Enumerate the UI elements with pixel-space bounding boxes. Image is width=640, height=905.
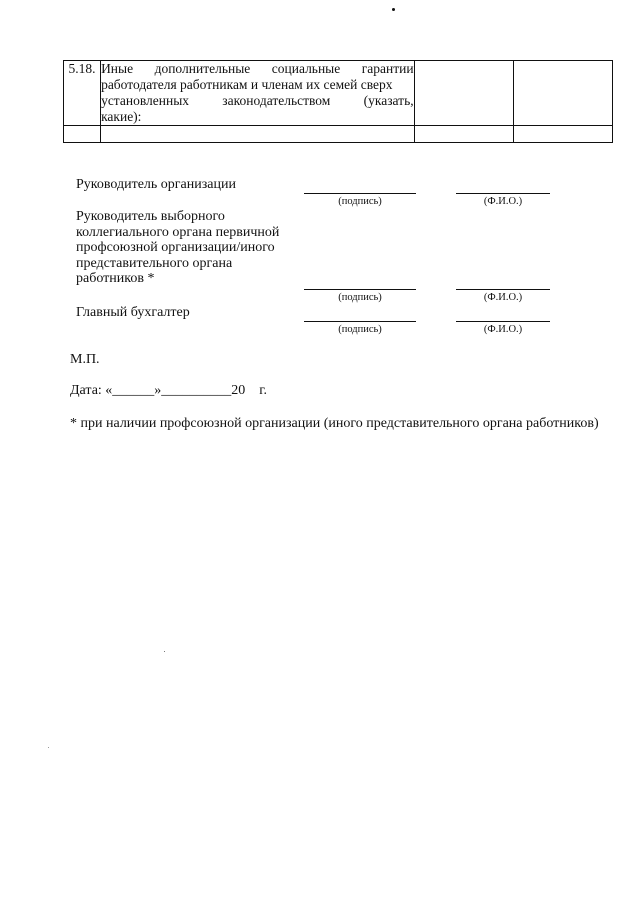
accountant-name-line[interactable] (456, 321, 550, 322)
table-row (64, 126, 613, 143)
empty-cell[interactable] (414, 126, 513, 143)
accountant-signature-line[interactable] (304, 321, 416, 322)
description-line: работодателя работникам и членам их семей сверх (101, 77, 393, 92)
date-field[interactable]: Дата: «______»__________20 г. (70, 383, 267, 398)
scan-speck (48, 747, 49, 748)
union-signature-line[interactable] (304, 289, 416, 290)
signature-caption: (подпись) (338, 324, 382, 335)
name-caption: (Ф.И.О.) (483, 324, 523, 335)
value-cell-2[interactable] (513, 61, 612, 126)
description-line: установленных законодательством (указать, (101, 93, 414, 108)
union-name-line[interactable] (456, 289, 550, 290)
signature-caption: (подпись) (338, 292, 382, 303)
name-caption: (Ф.И.О.) (483, 292, 523, 303)
director-signature-line[interactable] (304, 193, 416, 194)
signatory-director-label: Руководитель организации (76, 177, 236, 192)
description-line: какие): (101, 109, 142, 124)
signatory-union-label: Руководитель выборного коллегиального органа первичной профсоюзной организации/иного представительного органа работников * (76, 209, 280, 286)
value-cell-1[interactable] (414, 61, 513, 126)
empty-cell[interactable] (101, 126, 415, 143)
table-row (64, 61, 613, 126)
name-caption: (Ф.И.О.) (483, 196, 523, 207)
footnote: * при наличии профсоюзной организации (иного представительного органа работников) (70, 416, 599, 431)
row-number: 5.18. (64, 61, 101, 126)
row-description (101, 61, 415, 126)
stamp-place-label: М.П. (70, 352, 100, 367)
signature-caption: (подпись) (338, 196, 382, 207)
guarantees-table (63, 60, 613, 143)
page-mark-dot (392, 8, 395, 11)
empty-cell[interactable] (513, 126, 612, 143)
empty-cell[interactable] (64, 126, 101, 143)
signatory-accountant-label: Главный бухгалтер (76, 305, 190, 320)
scan-speck (164, 651, 165, 652)
description-line: Иные дополнительные социальные гарантии (101, 61, 414, 76)
director-name-line[interactable] (456, 193, 550, 194)
